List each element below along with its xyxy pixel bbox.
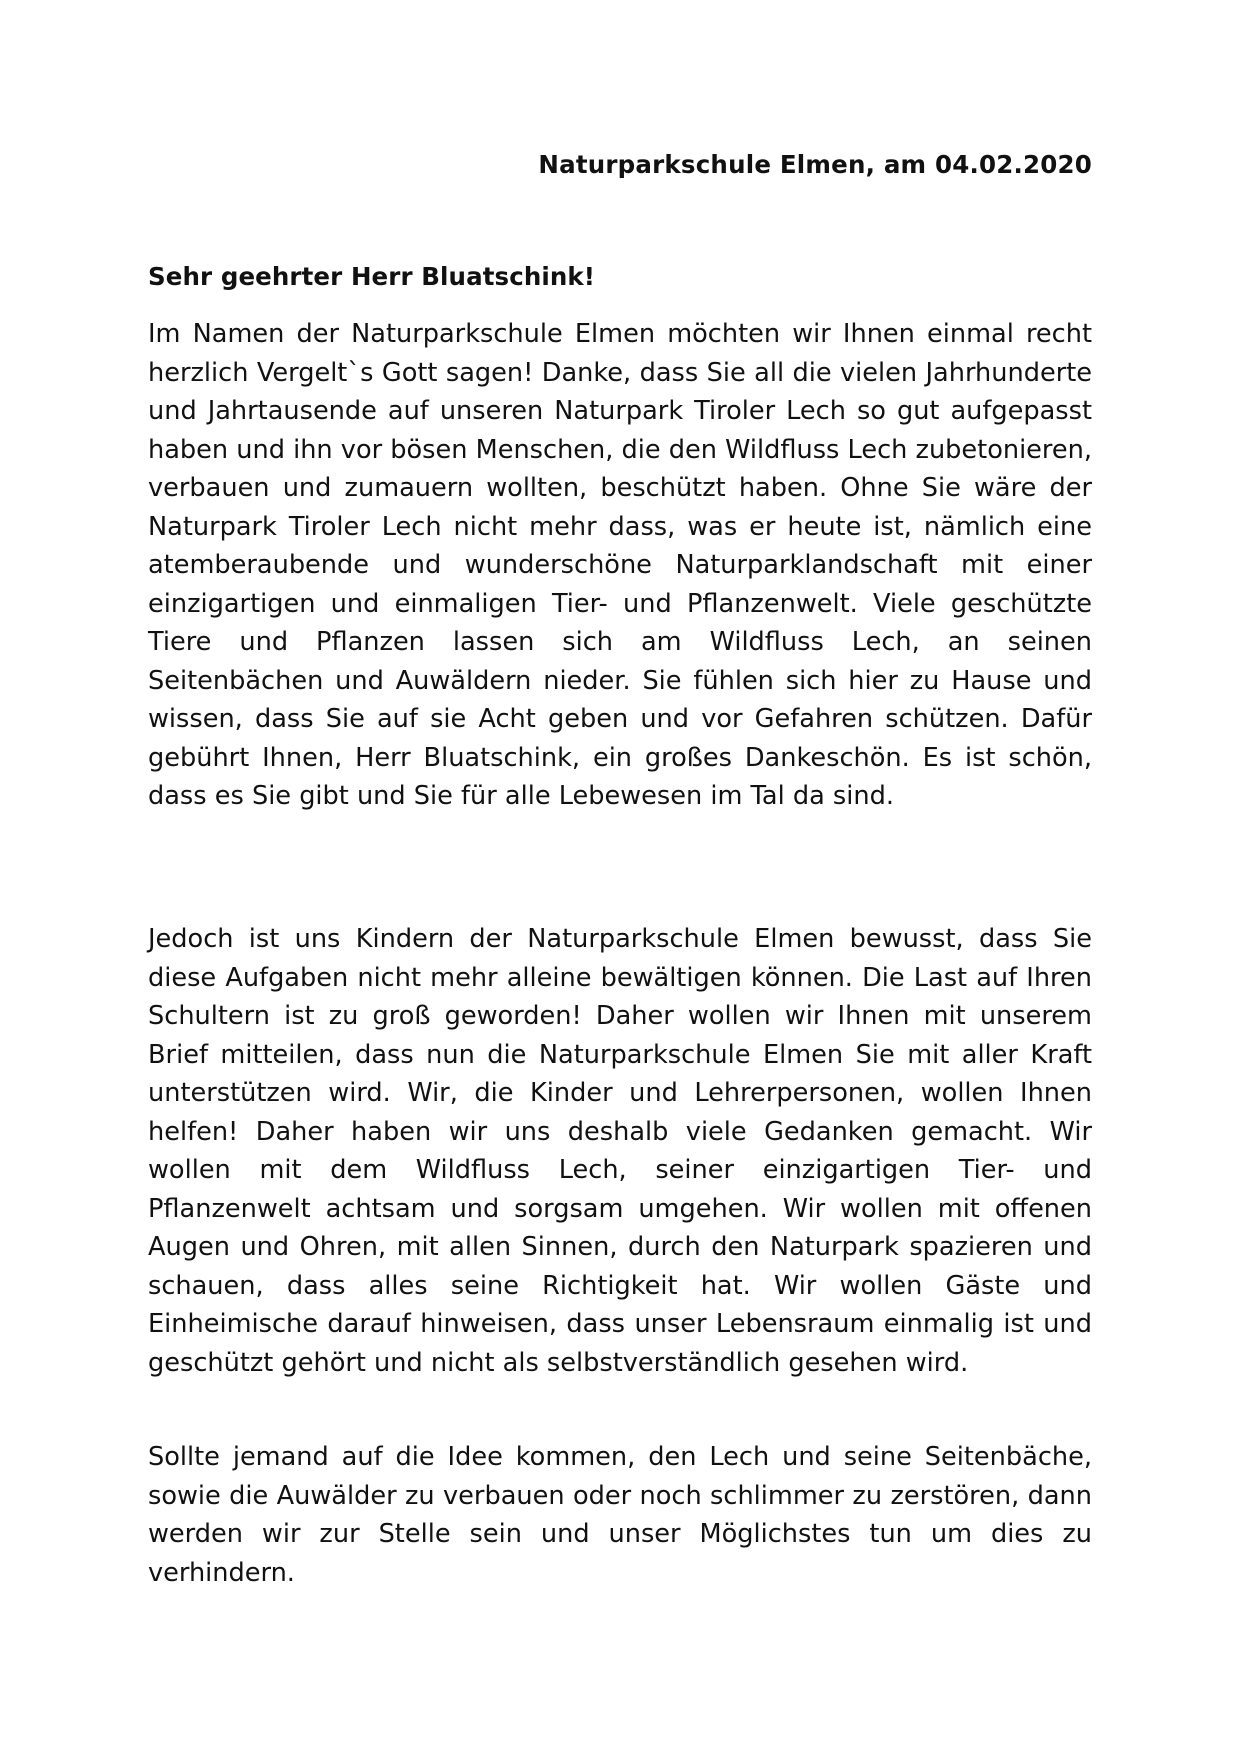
letter-paragraph-3: Sollte jemand auf die Idee kommen, den Lech und seine Seitenbäche, sowie die Auwälder zu verbauen oder noch schlimmer zu zerstören, dann werden wir zur Stelle sein und unser Möglichstes tun um dies zu verhindern. [148, 1442, 1092, 1588]
letter-salutation: Sehr geehrter Herr Bluatschink! [148, 262, 596, 291]
letter-page [148, 0, 1092, 1754]
letter-date-line: Naturparkschule Elmen, am 04.02.2020 [538, 150, 1092, 179]
letter-paragraph-2: Jedoch ist uns Kindern der Naturparkschule Elmen bewusst, dass Sie diese Aufgaben nicht mehr alleine bewältigen können. Die Last auf Ihren Schultern ist zu groß geworden! Daher wollen wir Ihnen mit unserem Brief mitteilen, dass nun die Naturparkschule Elmen Sie mit aller Kraft unterstützen wird. Wir, die Kinder und Lehrerpersonen, wollen Ihnen helfen! Daher haben wir uns deshalb viele Gedanken gemacht. Wir wollen mit dem Wildfluss Lech, seiner einzigartigen Tier- und Pflanzenwelt achtsam und sorgsam umgehen. Wir wollen mit offenen Augen und Ohren, mit allen Sinnen, durch den Naturpark spazieren und schauen, dass alles seine Richtigkeit hat. Wir wollen Gäste und Einheimische darauf hinweisen, dass unser Lebensraum einmalig ist und geschützt gehört und nicht als selbstverständlich gesehen wird. [148, 924, 1092, 1378]
letter-paragraph-1: Im Namen der Naturparkschule Elmen möchten wir Ihnen einmal recht herzlich Vergelt`s Gott sagen! Danke, dass Sie all die vielen Jahrhunderte und Jahrtausende auf unseren Naturpark Tiroler Lech so gut aufgepasst haben und ihn vor bösen Menschen, die den Wildfluss Lech zubetonieren, verbauen und zumauern wollten, beschützt haben. Ohne Sie wäre der Naturpark Tiroler Lech nicht mehr dass, was er heute ist, nämlich eine atemberaubende und wunderschöne Naturparklandschaft mit einer einzigartigen und einmaligen Tier- und Pflanzenwelt. Viele geschützte Tiere und Pflanzen lassen sich am Wildfluss Lech, an seinen Seitenbächen und Auwäldern nieder. Sie fühlen sich hier zu Hause und wissen, dass Sie auf sie Acht geben und vor Gefahren schützen. Dafür gebührt Ihnen, Herr Bluatschink, ein großes Dankeschön. Es ist schön, dass es Sie gibt und Sie für alle Lebewesen im Tal da sind. [148, 319, 1092, 811]
